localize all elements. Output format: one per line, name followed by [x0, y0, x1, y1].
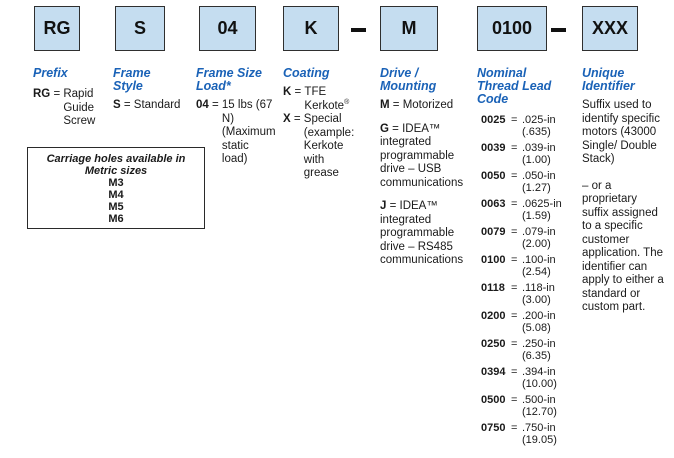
- coating-item-k: [283, 86, 378, 113]
- header-frame-size: Frame Size Load*: [196, 66, 263, 93]
- equals: =: [511, 310, 518, 322]
- coating-key-x: X: [283, 113, 291, 125]
- lead-code-key: 0050: [481, 170, 506, 182]
- header-lead-code: Nominal Thread Lead Code: [477, 66, 552, 106]
- lead-code-key: 0200: [481, 310, 506, 322]
- box-coating: K: [283, 6, 339, 51]
- lead-mm-value: (6.35): [522, 350, 551, 362]
- header-identifier: Unique Identifier: [582, 66, 635, 93]
- drive-key-j: J: [380, 200, 387, 212]
- box-frame-style: S: [115, 6, 165, 51]
- lead-code-key: 0063: [481, 198, 506, 210]
- metric-size-m6: M6: [108, 213, 124, 225]
- metric-size-m5: M5: [108, 201, 124, 213]
- identifier-para-1: Suffix used to identify specific motors (43000 Single/ Double Stack): [582, 99, 660, 165]
- frame-style-column: [113, 99, 198, 113]
- drive-item-m: [380, 99, 475, 113]
- lead-code-key: 0025: [481, 114, 506, 126]
- coating-desc-k-text: TFE Kerkote: [304, 86, 345, 112]
- prefix-desc: Rapid Guide Screw: [63, 88, 96, 127]
- drive-item-j: [380, 200, 475, 268]
- equals: =: [389, 99, 403, 111]
- metric-size-m3: M3: [108, 177, 124, 189]
- equals: =: [388, 122, 403, 135]
- box-drive: M: [380, 6, 438, 51]
- frame-style-desc: Standard: [133, 99, 181, 111]
- drive-column: [380, 99, 475, 268]
- drive-desc-m: Motorized: [402, 99, 454, 111]
- lead-inch-value: .025-in: [522, 114, 556, 126]
- prefix-item: [33, 88, 113, 129]
- header-frame-style: Frame Style: [113, 66, 151, 93]
- lead-inch-value: .118-in: [522, 282, 555, 294]
- equals: =: [386, 200, 400, 212]
- lead-code-key: 0079: [481, 226, 506, 238]
- lead-mm-value: (19.05): [522, 434, 557, 446]
- registered-mark: ®: [344, 98, 350, 106]
- lead-inch-value: .039-in: [522, 142, 556, 154]
- equals: =: [290, 113, 304, 125]
- drive-item-g: [380, 123, 475, 191]
- drive-desc-g: IDEA™ integrated programmable drive – USB communications: [380, 122, 464, 189]
- frame-size-desc: 15 lbs (67 N) (Maximum static load): [221, 99, 276, 165]
- lead-inch-value: .500-in: [522, 394, 556, 406]
- lead-mm-value: (3.00): [522, 294, 551, 306]
- frame-style-item: [113, 99, 198, 113]
- equals: =: [511, 366, 518, 378]
- lead-code-key: 0250: [481, 338, 506, 350]
- identifier-para-2: – or a proprietary suffix assigned to a specific customer application. The identifier can apply to either a standard or custom part.: [582, 179, 664, 313]
- equals: =: [50, 88, 64, 100]
- lead-inch-value: .200-in: [522, 310, 556, 322]
- coating-key-k: K: [283, 86, 292, 98]
- lead-code-key: 0394: [481, 366, 506, 378]
- lead-inch-value: .0625-in: [522, 198, 562, 210]
- equals: =: [208, 99, 222, 111]
- lead-code-list: [481, 114, 575, 450]
- lead-mm-value: (2.00): [522, 238, 551, 250]
- lead-code-key: 0100: [481, 254, 506, 266]
- lead-mm-value: (5.08): [522, 322, 551, 334]
- lead-inch-value: .079-in: [522, 226, 556, 238]
- lead-inch-value: .750-in: [522, 422, 556, 434]
- lead-inch-value: .250-in: [522, 338, 556, 350]
- identifier-column: [582, 99, 664, 315]
- equals: =: [511, 198, 518, 210]
- lead-mm-value: (1.00): [522, 154, 551, 166]
- coating-desc-x: Special (example: Kerkote with grease: [303, 113, 355, 179]
- lead-code-column: [481, 114, 575, 450]
- box-identifier: XXX: [582, 6, 638, 51]
- header-prefix: Prefix: [33, 66, 68, 80]
- metric-holes-note: [27, 147, 205, 229]
- equals: =: [511, 170, 518, 182]
- lead-mm-value: (10.00): [522, 378, 557, 390]
- box-lead-code: 0100: [477, 6, 547, 51]
- metric-note-text: Carriage holes available in Metric sizes: [46, 153, 186, 177]
- frame-size-column: [196, 99, 282, 167]
- lead-code-key: 0118: [481, 282, 505, 294]
- equals: =: [511, 422, 518, 434]
- coating-item-x: [283, 113, 378, 181]
- lead-inch-value: .394-in: [522, 366, 556, 378]
- equals: =: [511, 142, 518, 154]
- frame-size-item: [196, 99, 282, 167]
- prefix-column: [33, 88, 113, 129]
- lead-code-key: 0500: [481, 394, 506, 406]
- equals: =: [511, 226, 518, 238]
- drive-desc-j: IDEA™ integrated programmable drive – RS485 communications: [380, 200, 464, 266]
- lead-code-key: 0039: [481, 142, 506, 154]
- equals: =: [511, 282, 518, 294]
- lead-inch-value: .050-in: [522, 170, 556, 182]
- prefix-key: RG: [33, 88, 51, 100]
- equals: =: [511, 114, 518, 126]
- equals: =: [511, 338, 518, 350]
- header-drive: Drive / Mounting: [380, 66, 437, 93]
- metric-size-m4: M4: [108, 189, 124, 201]
- lead-inch-value: .100-in: [522, 254, 556, 266]
- equals: =: [291, 86, 305, 98]
- separator-dash-2: [551, 28, 566, 32]
- equals: =: [511, 394, 518, 406]
- drive-key-g: G: [380, 122, 389, 135]
- frame-style-key: S: [113, 99, 121, 111]
- lead-mm-value: (.635): [522, 126, 551, 138]
- separator-dash-1: [351, 28, 366, 32]
- lead-code-key: 0750: [481, 422, 506, 434]
- lead-mm-value: (12.70): [522, 406, 557, 418]
- lead-mm-value: (2.54): [522, 266, 551, 278]
- box-prefix: RG: [34, 6, 80, 51]
- header-coating: Coating: [283, 66, 330, 80]
- equals: =: [120, 99, 134, 111]
- equals: =: [511, 254, 518, 266]
- frame-size-key: 04: [196, 99, 209, 111]
- coating-desc-k: [304, 86, 360, 113]
- box-frame-size: 04: [199, 6, 256, 51]
- drive-key-m: M: [380, 99, 390, 111]
- lead-mm-value: (1.27): [522, 182, 551, 194]
- coating-column: [283, 86, 378, 181]
- lead-mm-value: (1.59): [522, 210, 551, 222]
